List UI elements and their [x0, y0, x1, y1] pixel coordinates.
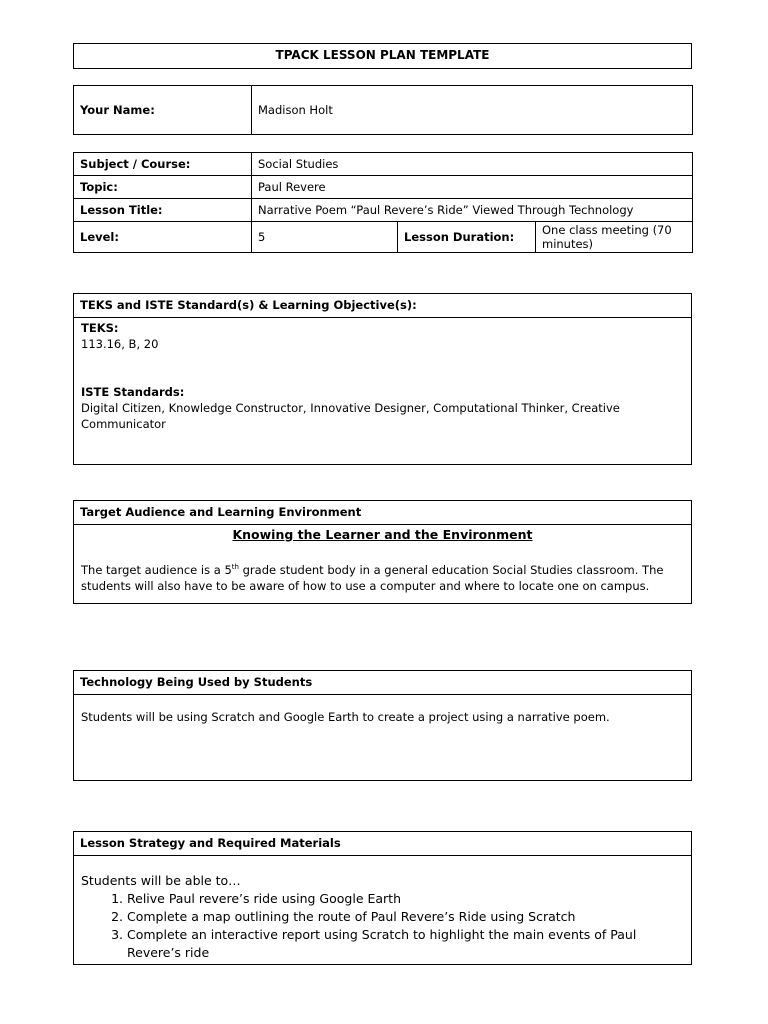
- standards-heading: TEKS and ISTE Standard(s) & Learning Objective(s):: [74, 294, 691, 318]
- topic-label: Topic:: [74, 176, 252, 199]
- page-title: TPACK LESSON PLAN TEMPLATE: [73, 43, 692, 69]
- level-value: 5: [252, 222, 398, 253]
- lesson-title-label: Lesson Title:: [74, 199, 252, 222]
- iste-label: ISTE Standards:: [81, 385, 185, 399]
- strategy-list: [81, 890, 684, 962]
- technology-heading: Technology Being Used by Students: [74, 671, 691, 695]
- course-info-table: [73, 152, 693, 253]
- audience-heading: Target Audience and Learning Environment: [74, 501, 691, 525]
- teks-value: 113.16, B, 20: [81, 337, 159, 351]
- subject-label: Subject / Course:: [74, 153, 252, 176]
- level-label: Level:: [74, 222, 252, 253]
- strategy-intro: Students will be able to…: [81, 873, 241, 888]
- audience-section: [73, 500, 692, 604]
- technology-text: Students will be using Scratch and Google Earth to create a project using a narrative poem.: [81, 710, 610, 724]
- teks-label: TEKS:: [81, 321, 119, 335]
- name-label: Your Name:: [74, 86, 252, 135]
- iste-value: Digital Citizen, Knowledge Constructor, Innovative Designer, Computational Thinker, Creative Communicator: [81, 401, 620, 431]
- list-item: 2. Complete a map outlining the route of Paul Revere’s Ride using Scratch: [127, 908, 684, 926]
- audience-text: The target audience is a 5th grade student body in a general education Social Studies classroom. The students will also have to be aware of how to use a computer and where to locate one on campus.: [81, 562, 664, 593]
- name-value: Madison Holt: [252, 86, 693, 135]
- list-item: 3. Complete an interactive report using Scratch to highlight the main events of Paul Revere’s ride: [127, 926, 684, 962]
- duration-value: One class meeting (70 minutes): [536, 222, 693, 253]
- strategy-heading: Lesson Strategy and Required Materials: [74, 832, 691, 856]
- duration-label: Lesson Duration:: [398, 222, 536, 253]
- list-item: 1. Relive Paul revere’s ride using Google Earth: [127, 890, 684, 908]
- audience-subheading: Knowing the Learner and the Environment: [232, 527, 533, 542]
- topic-value: Paul Revere: [252, 176, 693, 199]
- lesson-title-value: Narrative Poem “Paul Revere’s Ride” Viewed Through Technology: [252, 199, 693, 222]
- technology-section: [73, 670, 692, 781]
- name-table: [73, 85, 693, 135]
- standards-section: [73, 293, 692, 465]
- strategy-section: [73, 831, 692, 965]
- subject-value: Social Studies: [252, 153, 693, 176]
